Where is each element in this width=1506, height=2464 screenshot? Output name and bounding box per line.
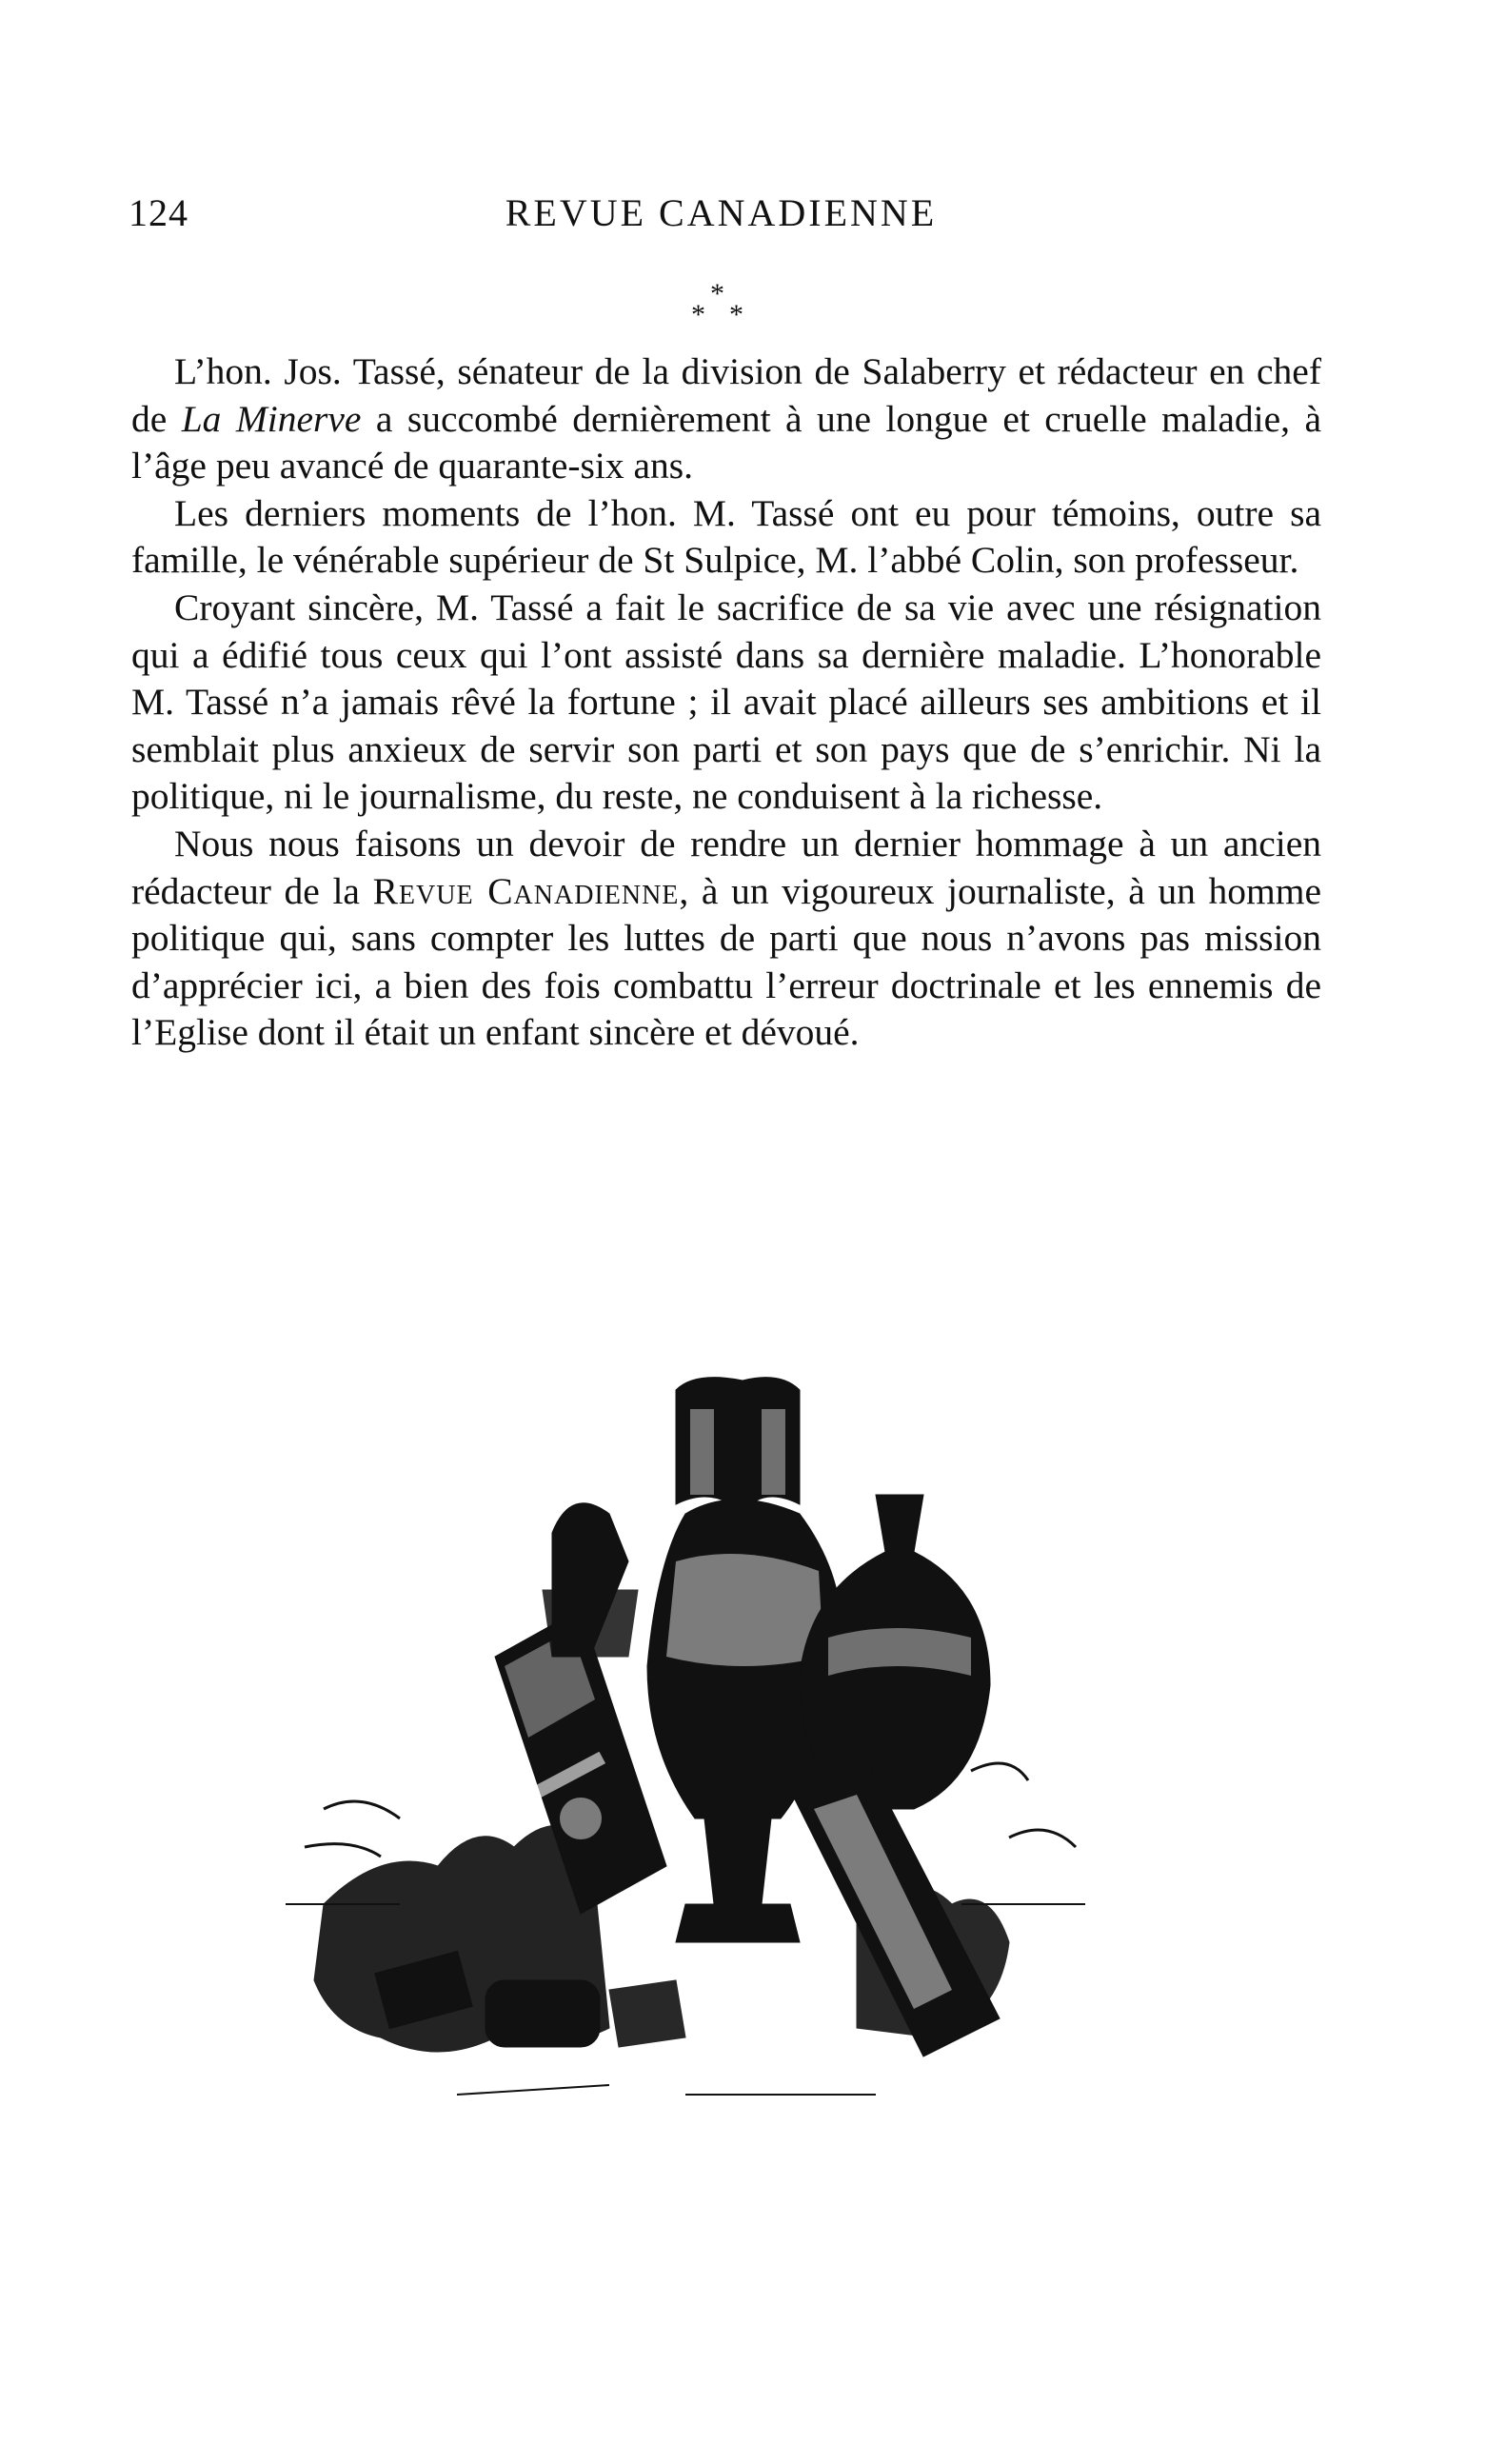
review-title: Revue Canadienne [372,869,680,912]
paragraph-1-text: L’hon. Jos. Tassé, sénateur de la division de Salaberry et rédacteur en chef de [131,350,1321,440]
page-number: 124 [129,191,188,234]
newspaper-title: La Minerve [181,397,362,440]
asterism-star: * [691,299,705,330]
paragraph-3: Croyant sincère, M. Tassé a fait le sacrifice de sa vie avec une résignation qui a édifié tous ceux qui l’ont assisté dans sa dernière maladie. L’honorable M. Tassé n’a jamais rêvé la fortune ; il avait placé ailleurs ses ambitions et il semblait plus anxieux de servir son parti et son pays que de s’enrichir. Ni la politique, ni le journalisme, du reste, ne conduisent à la richesse. [131,586,1321,818]
paragraph-1 [131,348,1321,490]
asterism [0,278,1506,335]
paragraph-2: Les derniers moments de l’hon. M. Tassé ont eu pour témoins, outre sa famille, le vénérable supérieur de St Sulpice, M. l’abbé Colin, son professeur. [131,491,1321,582]
paragraph-1-text-end: a succombé dernièrement à une longue et cruelle maladie, à l’âge peu avancé de quarante-six ans. [131,397,1321,487]
asterism-star: * [710,278,724,309]
running-title: REVUE CANADIENNE [505,191,938,234]
vases-and-ruins-engraving-icon [267,1371,1123,2133]
asterism-star: * [729,299,743,330]
page-header [129,190,1314,248]
article-body [131,348,1321,1057]
paragraph-4 [131,821,1321,1057]
paragraph-4-text: Nous nous faisons un devoir de rendre un dernier hommage à un ancien rédacteur de la [131,822,1321,912]
paragraph-4-text-end: , à un vigoureux journaliste, à un homme politique qui, sans compter les luttes de parti que nous n’avons pas mission d’apprécier ici, a bien des fois combattu l’erreur doctrinale et les ennemis de l’Eglise dont il était un enfant sincère et dévoué. [131,869,1321,1054]
